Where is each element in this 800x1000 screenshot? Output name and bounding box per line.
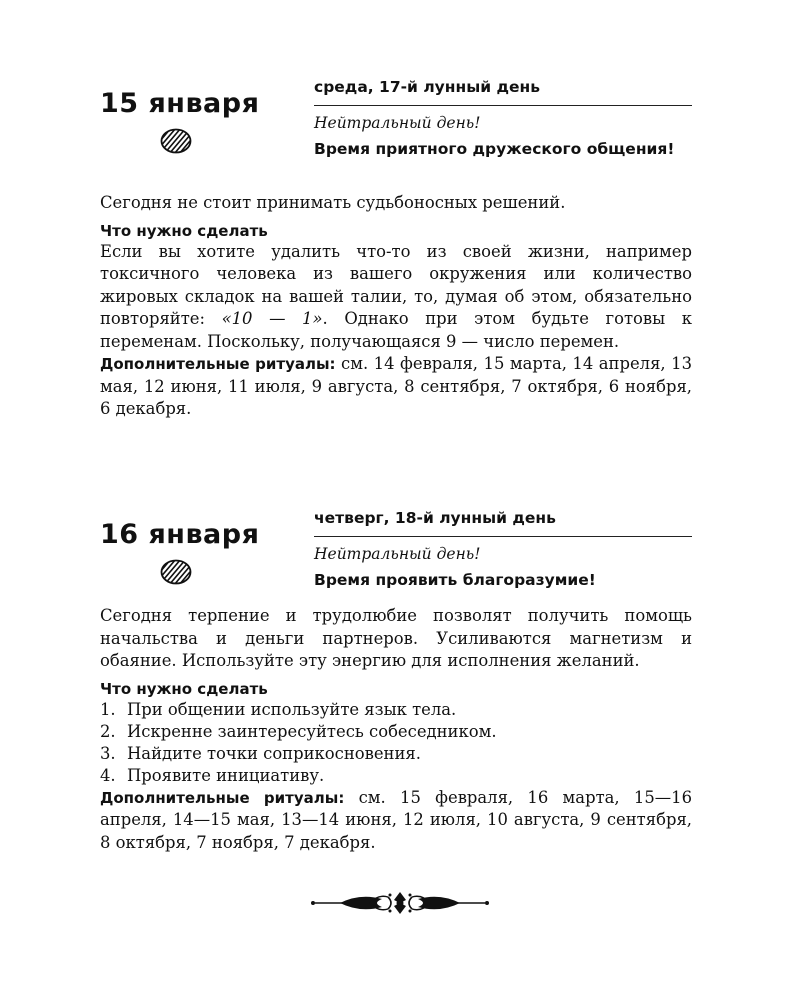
calendar-entry-jan-15 [100, 76, 692, 421]
step-number: 2. [100, 721, 116, 741]
entry-meta [314, 507, 692, 591]
list-item [100, 721, 692, 743]
entry-date: 15 января [100, 88, 260, 119]
ornament-divider-icon [310, 890, 490, 916]
todo-text-before: Если вы хотите удалить что-то из своей жизни, например токсичного человека из вашего окружения или количество жировых складок на вашей талии, то, думая об этом, обязательно повторяйте: [100, 241, 692, 328]
step-number: 4. [100, 765, 116, 785]
rituals-text: см. 14 февраля, 15 марта, 14 апреля, 13 мая, 12 июня, 11 июля, 9 августа, 8 сентября, 7 октября, 6 ноября, 6 декабря. [100, 354, 692, 418]
todo-heading: Что нужно сделать [100, 679, 268, 698]
entry-header [100, 507, 692, 605]
entry-date: 16 января [100, 519, 260, 550]
step-number: 1. [100, 699, 116, 719]
rituals-paragraph [100, 353, 692, 421]
calendar-entry-jan-16 [100, 507, 692, 854]
weekday-lunar-day: среда, 17-й лунный день [314, 76, 692, 106]
todo-text-after: . Однако при этом будьте готовы к переменам. Поскольку, получающаяся 9 — число перемен. [100, 309, 693, 351]
todo-steps-list [100, 699, 692, 787]
step-text: Найдите точки соприкосновения. [127, 743, 421, 763]
entry-header [100, 76, 692, 192]
list-item [100, 743, 692, 765]
day-type: Нейтральный день! [314, 114, 481, 132]
moon-phase-icon [160, 559, 192, 585]
entry-meta [314, 76, 692, 160]
rituals-label: Дополнительные ритуалы: [100, 788, 345, 807]
todo-heading: Что нужно сделать [100, 221, 268, 240]
step-text: Проявите инициативу. [127, 765, 325, 785]
todo-phrase: «10 — 1» [221, 309, 323, 328]
list-item [100, 765, 692, 787]
day-motto: Время приятного дружеского общения! [314, 140, 675, 158]
step-number: 3. [100, 743, 116, 763]
rituals-text: см. 15 февраля, 16 марта, 15—16 апреля, 14—15 мая, 13—14 июня, 12 июля, 10 августа, 9 сентября, 8 октября, 7 ноября, 7 декабря. [100, 787, 693, 852]
day-motto: Время проявить благоразумие! [314, 571, 596, 589]
step-text: Искренне заинтересуйтесь собеседником. [127, 721, 497, 741]
todo-text [100, 241, 692, 354]
rituals-paragraph [100, 787, 692, 855]
intro-text: Сегодня не стоит принимать судьбоносных решений. [100, 193, 566, 212]
moon-phase-icon [160, 128, 192, 154]
rituals-label: Дополнительные ритуалы: [100, 355, 336, 373]
intro-text: Сегодня терпение и трудолюбие позволят получить помощь начальства и деньги партнеров. Усиливаются магнетизм и обаяние. Используйте эту энергию для исполнения желаний. [100, 606, 692, 670]
step-text: При общении используйте язык тела. [127, 699, 457, 719]
list-item [100, 699, 692, 721]
weekday-lunar-day: четверг, 18-й лунный день [314, 507, 692, 537]
day-type: Нейтральный день! [314, 545, 481, 563]
